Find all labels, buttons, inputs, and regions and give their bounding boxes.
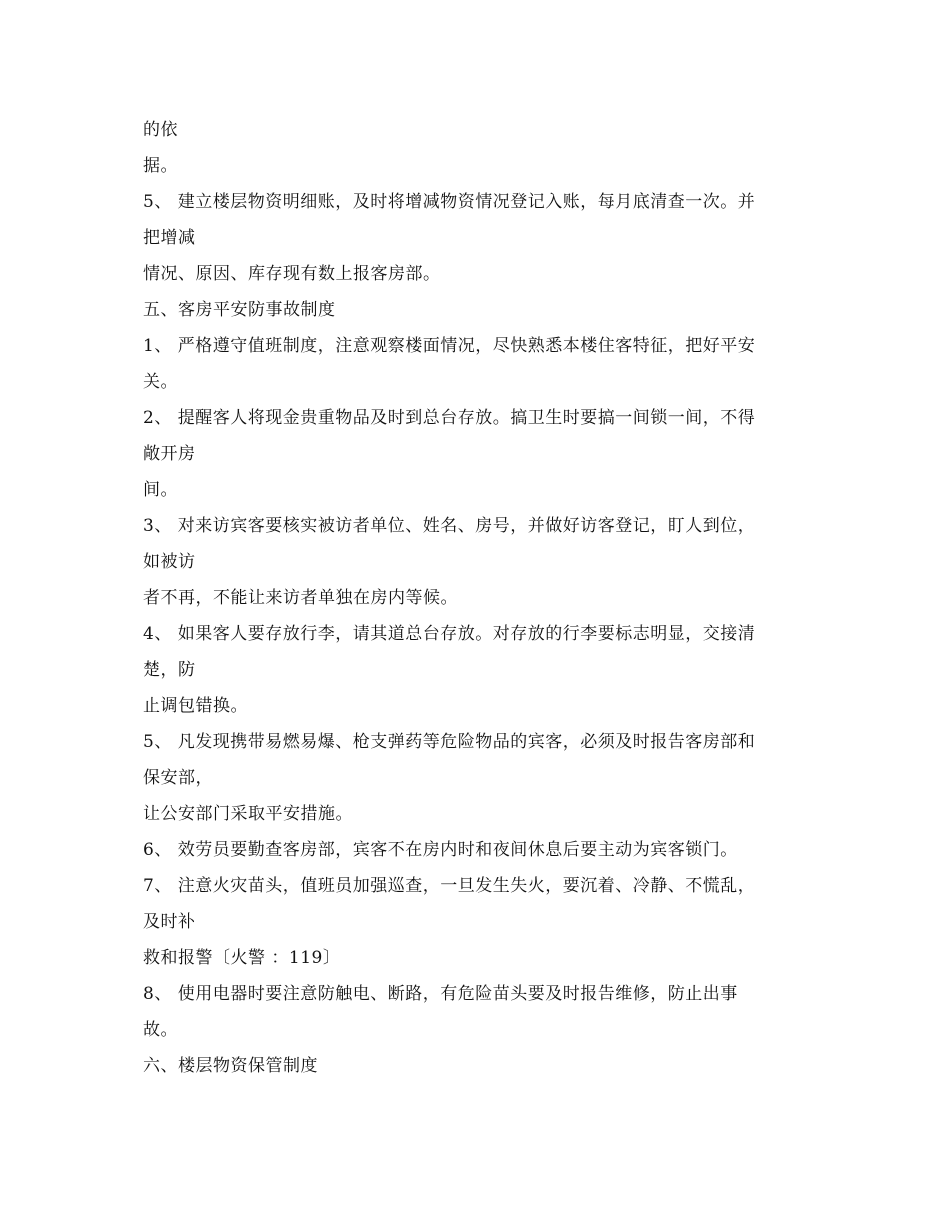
text-line: 如被访 (143, 552, 196, 572)
text-line: 5、 凡发现携带易燃易爆、枪支弹药等危险物品的宾客，必须及时报告客房部和 (143, 732, 756, 752)
section-heading: 六、楼层物资保管制度 (143, 1056, 318, 1076)
text-line: 4、 如果客人要存放行李，请其道总台存放。对存放的行李要标志明显，交接清 (143, 624, 756, 644)
text-line: 2、 提醒客人将现金贵重物品及时到总台存放。搞卫生时要搞一间锁一间，不得 (143, 408, 756, 428)
text-line: 1、 严格遵守值班制度，注意观察楼面情况，尽快熟悉本楼住客特征，把好平安 (143, 336, 756, 356)
text-line: 3、 对来访宾客要核实被访者单位、姓名、房号，并做好访客登记，盯人到位， (143, 516, 756, 536)
text-line: 把增减 (143, 228, 196, 248)
text-line: 楚，防 (143, 660, 196, 680)
text-line: 保安部， (143, 768, 213, 788)
section-heading: 五、客房平安防事故制度 (143, 300, 336, 320)
text-line: 敞开房 (143, 444, 196, 464)
text-line: 情况、原因、库存现有数上报客房部。 (143, 264, 441, 284)
text-line: 关。 (143, 372, 178, 392)
text-line: 让公安部门采取平安措施。 (143, 804, 353, 824)
text-line: 据。 (143, 156, 178, 176)
text-line: 6、 效劳员要勤查客房部，宾客不在房内时和夜间休息后要主动为宾客锁门。 (143, 840, 738, 860)
text-line: 的依 (143, 120, 178, 140)
text-line: 间。 (143, 480, 178, 500)
text-line: 及时补 (143, 912, 196, 932)
text-line: 故。 (143, 1020, 178, 1040)
text-line: 8、 使用电器时要注意防触电、断路，有危险苗头要及时报告维修，防止出事 (143, 984, 738, 1004)
text-line: 者不再，不能让来访者单独在房内等候。 (143, 588, 458, 608)
text-line: 5、 建立楼层物资明细账，及时将增减物资情况登记入账，每月底清查一次。并 (143, 192, 756, 212)
text-line: 救和报警〔火警 ：119〕 (143, 948, 341, 968)
text-line: 止调包错换。 (143, 696, 248, 716)
text-line: 7、 注意火灾苗头，值班员加强巡查，一旦发生失火，要沉着、冷静、不慌乱， (143, 876, 756, 896)
